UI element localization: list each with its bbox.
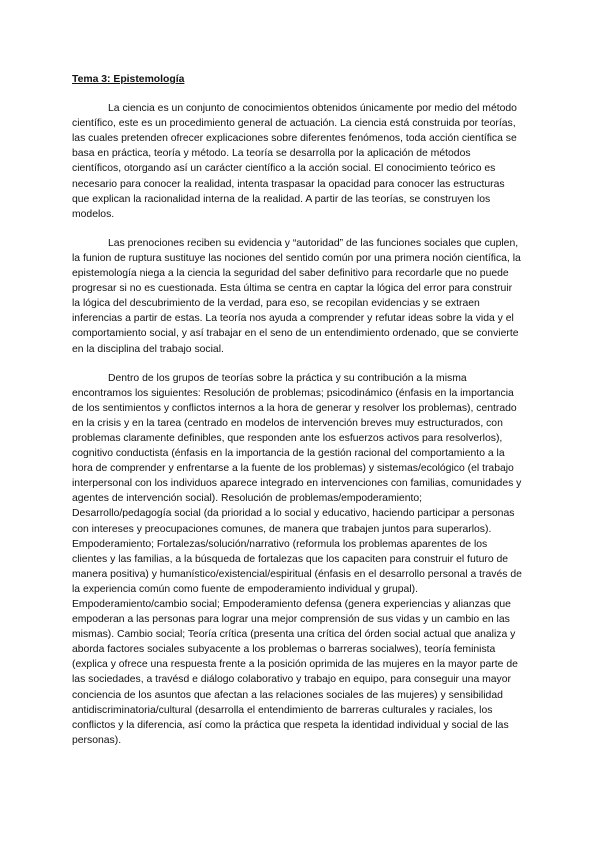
paragraph-theory-groups: Dentro de los grupos de teorías sobre la práctica y su contribución a la misma encontramos los siguientes: Resolución de problemas; psicodinámico (énfasis en la importancia de los sentimientos y conflictos internos a la hora de generar y resolver los problemas), centrado en la crisis y en la tarea (centrado en modelos de intervención breves muy estructurados, con problemas claramente definibles, que responden ante los esfuerzos activos para resolverlos), cognitivo conductista (énfasis en la importancia de la gestión racional del comportamiento a la hora de comprender y enfrentarse a la fuente de los problemas) y sistemas/ecológico (el trabajo interpersonal con los individuos aparece integrado en intervenciones con familias, comunidades y agentes de intervención social). Resolución de problemas/empoderamiento; Desarrollo/pedagogía social (da prioridad a lo social y educativo, haciendo participar a personas con intereses y preocupaciones comunes, de manera que trabajen juntos para superarlos). Empoderamiento; Fortalezas/solución/narrativo (reformula los problemas aparentes de los clientes y las familias, a la búsqueda de fortalezas que los capaciten para construir el futuro de manera positiva) y humanístico/existencial/espiritual (énfasis en el desarrollo personal a través de la experiencia común como fuente de empoderamiento individual y grupal). Empoderamiento/cambio social; Empoderamiento defensa (genera experiencias y alianzas que empoderan a las personas para lograr una mejor comprensión de sus vidas y un cambio en las mismas). Cambio social; Teoría crítica (presenta una crítica del órden social actual que analiza y aborda factores sociales subyacente a los problemas o barreras socialwes), teoría feminista (explica y ofrece una respuesta frente a la posición oprimida de las mujeres en la mayor parte de las sociedades, a travésd e diálogo colaborativo y trabajo en equipo, para conseguir una mayor conciencia de los asuntos que afectan a las relaciones sociales de las mujeres) y sensibilidad antidiscriminatoria/cultural (desarrolla el entendimiento de barreras culturales y raciales, los conflictos y la diferencia, así como la práctica que respeta la identidad individual y social de las personas).	[72, 372, 522, 746]
paragraph-prenociones: Las prenociones reciben su evidencia y “autoridad” de las funciones sociales que cuplen, la funion de ruptura sustituye las nociones del sentido común por una primera noción científica, la epistemología niega a la ciencia la seguridad del saber definitivo para recordarle que no puede progresar si no es cuestionada. Esta última se centra en captar la lógica del error para construir la lógica del descubrimiento de la verdad, para eso, se recopilan evidencias y se extraen inferencias a partir de estas. La teoría nos ayuda a comprender y refutar ideas sobre la vida y el comportamiento social, y así trabajar en el seno de un entendimiento ordenado, que se convierte en la disciplina del trabajo social.	[72, 237, 521, 355]
paragraph-epistemology-intro: La ciencia es un conjunto de conocimientos obtenidos únicamente por medio del método científico, este es un procedimiento general de actuación. La ciencia está construida por teorías, las cuales pretenden ofrecer explicaciones sobre diferentes fenómenos, toda acción científica se basa en práctica, teoría y método. La teoría se desarrolla por la aplicación de métodos científicos, otorgando así un carácter científico a la acción social. El conocimiento teórico es necesario para conocer la realidad, intenta traspasar la opacidad para conocer las estructuras que explican la racionalidad interna de la realidad. A partir de las teorías, se construyen los modelos.	[72, 103, 517, 220]
document-title: Tema 3: Epistemología	[72, 74, 185, 85]
document-page	[72, 72, 522, 762]
